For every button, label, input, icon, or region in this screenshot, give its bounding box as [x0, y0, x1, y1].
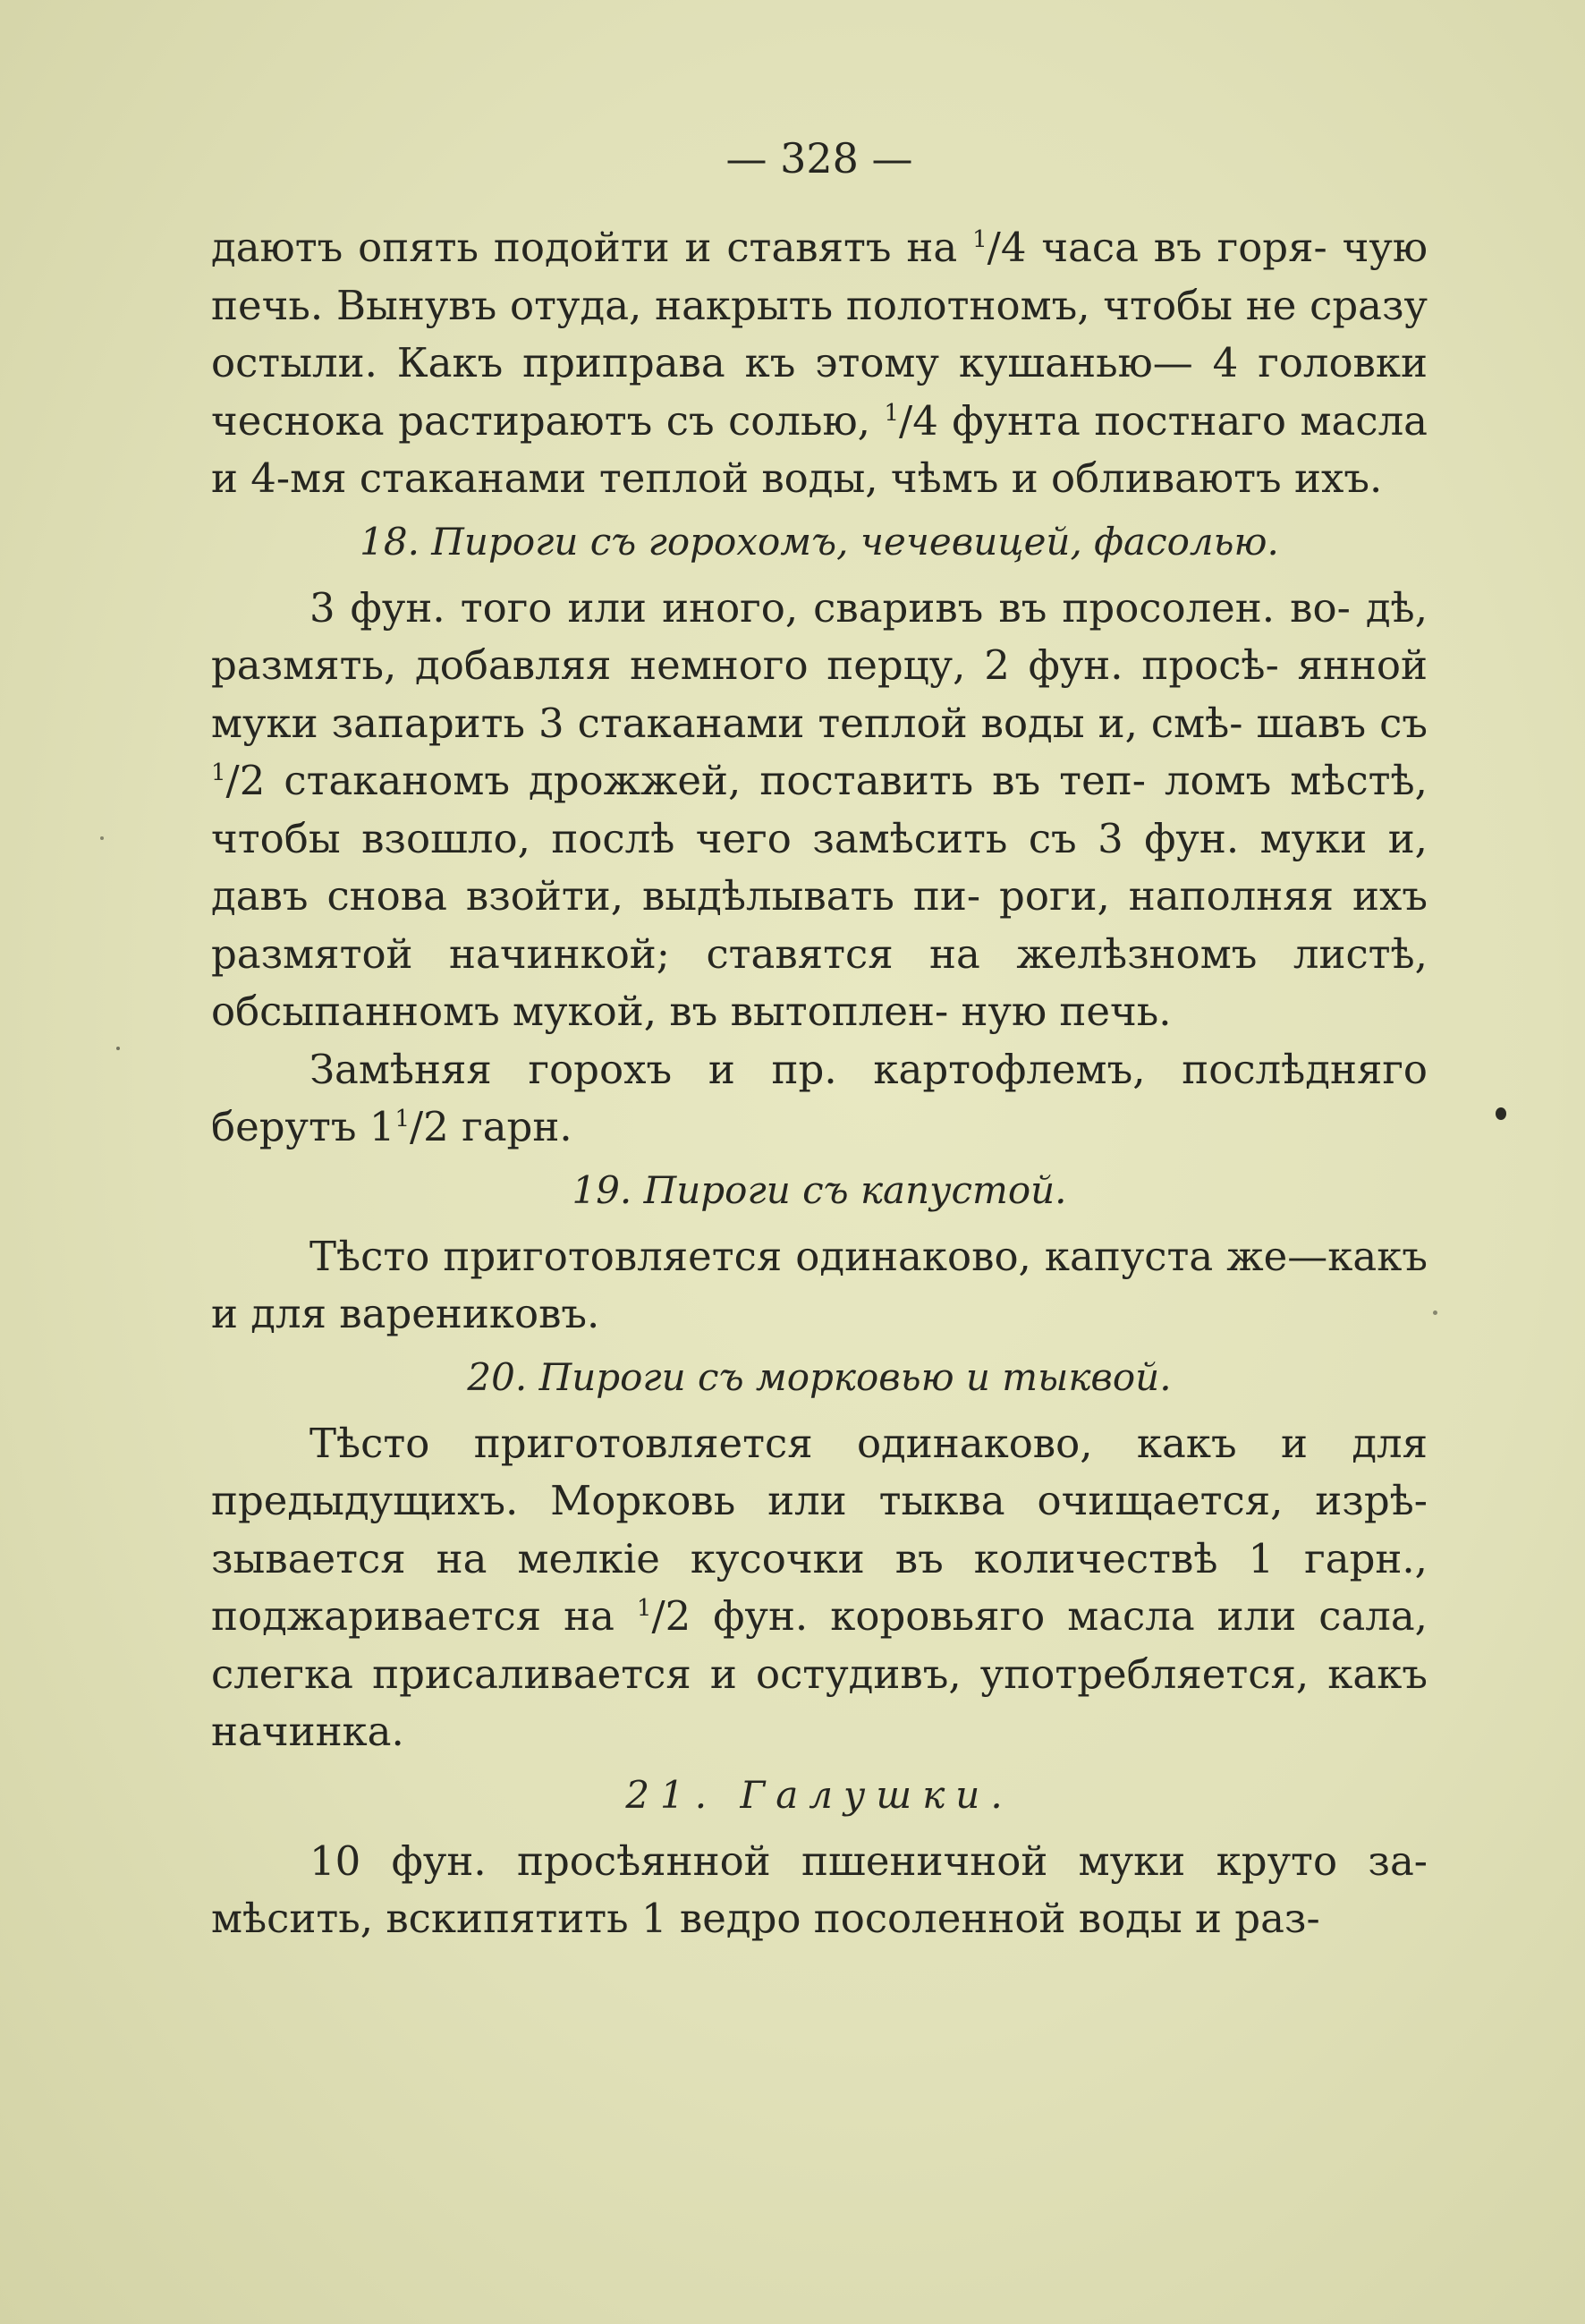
scan-speck — [1496, 1107, 1506, 1120]
paragraph — [211, 1833, 1428, 1948]
text-run: поджаривается на — [211, 1592, 637, 1640]
fraction-numerator: 1 — [636, 1595, 652, 1622]
text-run: /2 гарн. — [410, 1103, 572, 1150]
text-run: 4 головки чеснока растираютъ съ солью, — [211, 339, 1428, 445]
text-run: Тѣсто приготовляется одинаково, капуста же—какъ — [309, 1232, 1428, 1280]
paragraph — [211, 219, 1428, 508]
text-run: предыдущихъ. Морковь или тыква очищается, изрѣ- — [211, 1477, 1428, 1524]
text-run: шавъ съ — [1256, 699, 1428, 747]
text-run: Тѣсто приготовляется одинаково, какъ и для — [309, 1419, 1428, 1467]
text-run: зывается на мелкіе кусочки въ количествѣ 1 гарн., — [211, 1534, 1428, 1582]
text-run: Замѣняя горохъ и пр. картофлемъ, послѣдняго — [309, 1045, 1428, 1093]
text-run: чую печь. Вынувъ отуда, накрыть полотномъ, чтобы — [211, 224, 1428, 329]
text-run: и обливаютъ ихъ. — [1011, 454, 1383, 502]
scan-speck — [1433, 1310, 1437, 1315]
paragraph — [211, 580, 1428, 1041]
text-run: роги, наполняя ихъ размятой начинкой; ставятся на — [211, 872, 1428, 978]
text-run: мѣсить, вскипятить 1 ведро посоленной воды и раз- — [211, 1895, 1320, 1942]
text-run: янной муки запарить 3 стаканами теплой воды и, смѣ- — [211, 641, 1428, 747]
scan-speck — [100, 836, 104, 840]
scan-speck — [116, 1047, 120, 1050]
text-run: 10 фун. просѣянной пшеничной муки круто за- — [309, 1836, 1428, 1885]
section-heading: 21. Галушки. — [625, 1772, 1013, 1817]
text-run: ную печь. — [961, 988, 1172, 1035]
text-run: берутъ 1 — [211, 1103, 395, 1150]
section-heading: 20. Пироги съ морковью и тыквой. — [467, 1354, 1172, 1399]
page-number: — 328 — — [725, 134, 913, 182]
text-run: /4 фунта — [899, 396, 1081, 445]
fraction-numerator: 1 — [394, 1106, 411, 1132]
fraction-numerator: 1 — [211, 759, 226, 786]
text-run: /2 стаканомъ дрожжей, поставить въ теп- — [225, 757, 1146, 804]
text-run: начинка. — [211, 1708, 404, 1755]
text-run: и для варениковъ. — [211, 1290, 600, 1337]
text-run: желѣзномъ листѣ, обсыпанномъ мукой, въ вытоплен- — [211, 929, 1428, 1035]
section-heading: 19. Пироги съ капустой. — [572, 1167, 1067, 1212]
text-run: постнаго масла и 4-мя стаканами теплой воды, чѣмъ — [211, 396, 1428, 502]
text-run: дѣ, размять, добавляя немного перцу, 2 фун. просѣ- — [211, 583, 1428, 689]
text-run: 3 фун. муки и, давъ снова взойти, выдѣлывать пи- — [211, 814, 1428, 920]
text-run: не сразу остыли. Какъ приправа къ этому кушанью— — [211, 281, 1428, 386]
fraction-numerator: 1 — [884, 399, 900, 427]
text-run: 3 фун. того или иного, сваривъ въ просолен. во- — [309, 583, 1351, 632]
page-content — [211, 130, 1428, 1948]
paragraph — [211, 1041, 1428, 1157]
paragraph — [211, 1415, 1428, 1761]
text-run: ломъ мѣстѣ, чтобы взошло, послѣ чего замѣсить съ — [211, 757, 1428, 862]
section-heading: 18. Пироги съ горохомъ, чечевицей, фасолью. — [360, 519, 1279, 564]
text-run: /4 часа въ горя- — [987, 224, 1327, 271]
paragraph — [211, 1228, 1428, 1344]
text-run: /2 фун. коровьяго масла или сала, — [651, 1592, 1428, 1640]
text-run: даютъ опять подойти и ставятъ на — [211, 224, 973, 271]
text-run: слегка присаливается и остудивъ, употребляется, какъ — [211, 1650, 1428, 1698]
fraction-numerator: 1 — [972, 226, 987, 253]
